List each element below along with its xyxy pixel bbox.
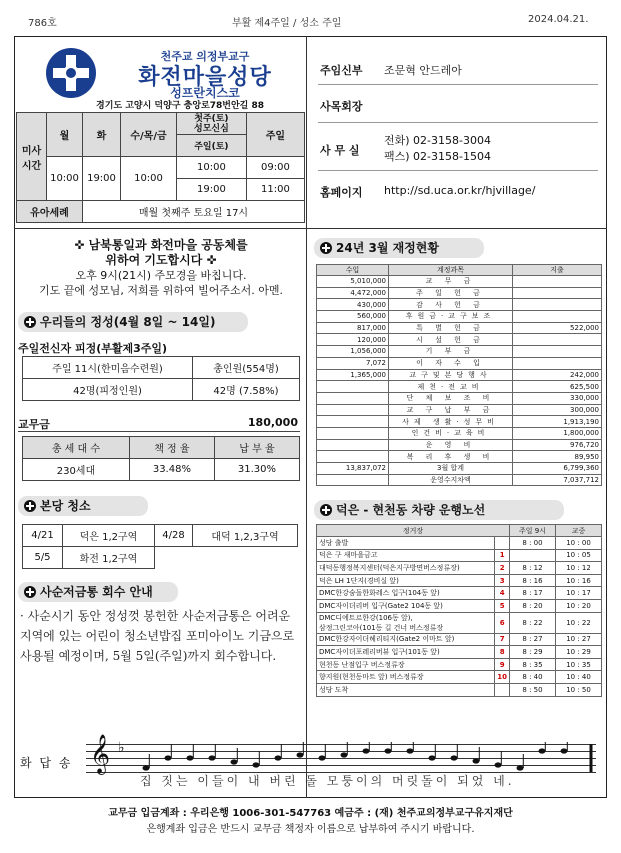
finance-cell: 감 사 헌 금: [389, 299, 513, 311]
note: [363, 748, 370, 753]
homepage-link[interactable]: http://sd.uca.or.kr/hjvillage/: [384, 184, 536, 197]
bus-time: 10 : 22: [556, 612, 602, 633]
church-address: 경기도 고양시 덕양구 충앙로78번안길 88: [96, 101, 264, 111]
hymn-lyrics: 집 짓는 이들이 내 버린 돌 모퉁이의 머릿돌이 되었 네.: [140, 774, 515, 788]
bus-row: [317, 633, 602, 646]
bus-row: [317, 671, 602, 684]
finance-cell: 4,472,000: [317, 287, 389, 299]
bus-time: 8 : 16: [510, 574, 556, 587]
finance-cell: 330,000: [513, 392, 602, 404]
bus-row: [317, 646, 602, 659]
bus-time: [510, 549, 556, 562]
mass-day: 주일(토): [177, 135, 247, 157]
dues-table: [22, 436, 300, 481]
finance-cell: 976,720: [513, 439, 602, 451]
finance-row: [317, 276, 602, 288]
bus-stop-number: 10: [495, 671, 510, 684]
mass-label: 미사 시간: [17, 113, 47, 201]
hymn-label: 화 답 송: [20, 756, 73, 770]
finance-cell: 운 영 비: [389, 439, 513, 451]
bus-time: 8 : 29: [510, 646, 556, 659]
finance-row: [317, 439, 602, 451]
retreat-cell: 42명 (7.58%): [193, 379, 300, 401]
finance-cell: 1,913,190: [513, 416, 602, 428]
note: [209, 755, 216, 760]
finance-cell: 1,800,000: [513, 427, 602, 439]
bus-time: 10 : 29: [556, 646, 602, 659]
offering-subtitle: 주일전신자 피정(부활제3주일): [18, 342, 168, 355]
cleaning-area: 대덕 1,2,3구역: [193, 525, 298, 547]
council-label: 사목회장: [320, 100, 363, 113]
bus-row: [317, 683, 602, 696]
bus-time: 10 : 50: [556, 683, 602, 696]
cleaning-date: 5/5: [23, 547, 63, 569]
finance-row: [317, 404, 602, 416]
dues-cell: 31.30%: [214, 459, 299, 481]
dues-header: 총 세 대 수: [23, 437, 130, 459]
prayer-line: 남북통일과 화전마을 공동체를: [88, 238, 248, 252]
finance-row: [317, 427, 602, 439]
offering-title: 우리들의 정성(4월 8일 ~ 14일): [40, 315, 216, 329]
bus-time: 8 : 00: [510, 537, 556, 550]
finance-cell: 인건비·교육비: [389, 427, 513, 439]
finance-header: 지출: [513, 265, 602, 276]
bus-time: 8 : 12: [510, 562, 556, 575]
bus-row: [317, 537, 602, 550]
contact-info: [318, 52, 598, 210]
finance-cell: 사제 생활·성무비: [389, 416, 513, 428]
finance-cell: 242,000: [513, 369, 602, 381]
bus-time: 8 : 22: [510, 612, 556, 633]
finance-cell: [317, 404, 389, 416]
bus-stop-number: 7: [495, 633, 510, 646]
finance-cell: 운영수지차액: [389, 474, 513, 486]
finance-row: [317, 299, 602, 311]
finance-cell: 120,000: [317, 334, 389, 346]
finance-cell: [513, 276, 602, 288]
issue-number: 786호: [28, 18, 57, 29]
cleaning-date: 4/21: [23, 525, 63, 547]
bus-heading: [314, 500, 564, 520]
fund-text: · 사순시기 동안 정성껏 봉헌한 사순저금통은 어려운 지역에 있는 어린이 청소년밥집 포미아이노 기금으로 사용될 예정이며, 5월 5일(주일)까지 회수합니다.: [20, 609, 295, 663]
finance-cell: 교구및본당행사: [389, 369, 513, 381]
retreat-cell: 42명(피정인원): [23, 379, 193, 401]
finance-cell: 특 별 헌 금: [389, 322, 513, 334]
finance-cell: [317, 474, 389, 486]
note: [341, 752, 348, 757]
note: [253, 762, 260, 767]
bus-title: 덕은 - 현천동 차량 운행노선: [336, 503, 486, 517]
finance-cell: 이 자 수 입: [389, 357, 513, 369]
bus-route-table: [316, 524, 602, 697]
finance-cell: 후원금·교구보조: [389, 311, 513, 323]
finance-row: [317, 369, 602, 381]
finance-cell: [317, 451, 389, 463]
flat-icon: ♭: [118, 740, 125, 756]
note: [539, 748, 546, 753]
bus-stop: DMC자이더리버 입구(Gate2 104동 앞): [317, 599, 495, 612]
finance-cell: 7,072: [317, 357, 389, 369]
fund-heading: [18, 582, 178, 602]
note: [275, 755, 282, 760]
note: [187, 755, 194, 760]
bus-time: 10 : 20: [556, 599, 602, 612]
cleaning-date: [155, 547, 193, 569]
finance-cell: 6,799,360: [513, 463, 602, 475]
cleaning-area: 화전 1,2구역: [63, 547, 155, 569]
finance-cell: 430,000: [317, 299, 389, 311]
mass-time: 19:00: [177, 179, 247, 201]
cross-icon: ✜: [74, 238, 89, 252]
note: [143, 765, 150, 770]
page-header: [0, 14, 621, 34]
bus-time: 10 : 40: [556, 671, 602, 684]
note: [231, 759, 238, 764]
bus-time: 8 : 35: [510, 658, 556, 671]
finance-cell: 1,056,000: [317, 346, 389, 358]
finance-cell: [317, 392, 389, 404]
finance-row: [317, 322, 602, 334]
finance-row: [317, 474, 602, 486]
finance-cell: 13,837,072: [317, 463, 389, 475]
office-fax: 팩스) 02-3158-1504: [384, 150, 491, 163]
footer-note: 은행계좌 입금은 반드시 교무금 책정자 이름으로 납부하여 주시기 바랍니다.: [146, 824, 475, 835]
finance-heading: [314, 238, 484, 258]
baptism-value: 매월 첫째주 토요일 17시: [83, 201, 305, 223]
note: [451, 755, 458, 760]
finance-cell: 89,950: [513, 451, 602, 463]
bus-time: 8 : 27: [510, 633, 556, 646]
mass-day: 수/목/금: [121, 113, 177, 157]
bus-time: 10 : 27: [556, 633, 602, 646]
finance-cell: 제천·전교비: [389, 381, 513, 393]
finance-cell: 1,365,000: [317, 369, 389, 381]
pastor-label: 주임신부: [320, 64, 363, 77]
finance-cell: [513, 311, 602, 323]
cleaning-date: 4/28: [155, 525, 193, 547]
finance-header: 수입: [317, 265, 389, 276]
mass-time: 10:00: [47, 157, 83, 201]
fund-title: 사순저금통 회수 안내: [40, 585, 153, 599]
bus-time: 10 : 35: [556, 658, 602, 671]
cross-circle-icon: [320, 504, 332, 516]
bus-header: 정거장: [317, 525, 510, 537]
finance-row: [317, 463, 602, 475]
prayer-line: 오후 9시(21시) 주모경을 바칩니다.: [75, 269, 247, 282]
retreat-cell: 주일 11시(한미음수련원): [23, 357, 193, 379]
finance-cell: 300,000: [513, 404, 602, 416]
note: [517, 765, 524, 770]
dues-value: 180,000: [247, 416, 298, 429]
cleaning-table: [22, 524, 298, 569]
office-phone: 전화) 02-3158-3004: [384, 134, 491, 147]
bus-stop: 성당 출발: [317, 537, 495, 550]
finance-title: 24년 3월 재정현황: [336, 241, 439, 255]
finance-row: [317, 381, 602, 393]
finance-cell: 5,010,000: [317, 276, 389, 288]
finance-row: [317, 287, 602, 299]
finance-row: [317, 311, 602, 323]
finance-cell: 560,000: [317, 311, 389, 323]
bus-stop-number: 8: [495, 646, 510, 659]
cross-circle-icon: [24, 316, 36, 328]
bus-stop-number: 9: [495, 658, 510, 671]
dues-header: 책 정 율: [129, 437, 214, 459]
bus-row: [317, 612, 602, 633]
bus-time: 8 : 20: [510, 599, 556, 612]
note: [429, 755, 436, 760]
bus-stop-number: 3: [495, 574, 510, 587]
baptism-label: 유아세례: [17, 201, 83, 223]
note: [561, 748, 568, 753]
finance-cell: 교 구 납 부 금: [389, 404, 513, 416]
header-divider: [14, 228, 607, 229]
bus-stop-number: 5: [495, 599, 510, 612]
finance-cell: [317, 381, 389, 393]
homepage-label: 홈페이지: [320, 186, 363, 199]
mass-time: 19:00: [83, 157, 121, 201]
church-patron: 성프란치스코: [170, 86, 240, 100]
bus-time: 8 : 50: [510, 683, 556, 696]
finance-header: 계정과목: [389, 265, 513, 276]
finance-row: [317, 392, 602, 404]
bus-stop: DMC한강자이더헤리티지(Gate2 이마트 앞): [317, 633, 495, 646]
offering-heading: [18, 312, 248, 332]
mass-day: 주일: [246, 113, 304, 157]
cross-circle-icon: [24, 586, 36, 598]
finance-cell: [513, 287, 602, 299]
finance-cell: [317, 439, 389, 451]
dues-cell: 33.48%: [129, 459, 214, 481]
finance-cell: 교 무 금: [389, 276, 513, 288]
bus-header: 주일 9시: [510, 525, 556, 537]
finance-cell: 7,037,712: [513, 474, 602, 486]
cleaning-area: [193, 547, 298, 569]
note: [385, 748, 392, 753]
finance-cell: [513, 334, 602, 346]
prayer-line: 위하여 기도합시다: [105, 253, 203, 267]
footer-account: 교무금 입금계좌 : 우리은행 1006-301-547763 예금주 : (재) 천주교의정부교구유지재단: [108, 808, 513, 819]
finance-cell: 단 체 보 조 비: [389, 392, 513, 404]
bus-time: 10 : 12: [556, 562, 602, 575]
finance-cell: [513, 346, 602, 358]
note: [473, 758, 480, 763]
finance-cell: 시 설 헌 금: [389, 334, 513, 346]
cleaning-area: 덕은 1,2구역: [63, 525, 155, 547]
finance-cell: 817,000: [317, 322, 389, 334]
bus-stop-number: 4: [495, 587, 510, 600]
bus-stop: 성당 도착: [317, 683, 495, 696]
finance-cell: [317, 416, 389, 428]
bus-stop: 대덕동행정복지센터(덕은지구방면버스정류장): [317, 562, 495, 575]
dues-line: [18, 416, 300, 432]
note: [297, 752, 304, 757]
liturgical-week: 부활 제4주일 / 성소 주일: [232, 18, 342, 29]
church-name: 화전마을성당: [138, 65, 272, 90]
finance-cell: 주 일 헌 금: [389, 287, 513, 299]
note: [165, 755, 172, 760]
bus-row: [317, 599, 602, 612]
office-label: 사 무 실: [320, 144, 360, 157]
finance-cell: 3월 합계: [389, 463, 513, 475]
bus-row: [317, 574, 602, 587]
note: [407, 748, 414, 753]
finance-row: [317, 346, 602, 358]
issue-date: 2024.04.21.: [528, 14, 589, 25]
bus-row: [317, 658, 602, 671]
dues-label: 교무금: [18, 418, 50, 431]
mass-time: 11:00: [246, 179, 304, 201]
bus-stop-number: [495, 683, 510, 696]
bus-time: 10 : 17: [556, 587, 602, 600]
finance-cell: 625,500: [513, 381, 602, 393]
bus-time: 8 : 40: [510, 671, 556, 684]
finance-row: [317, 334, 602, 346]
mass-time: 10:00: [121, 157, 177, 201]
bus-row: [317, 562, 602, 575]
bus-stop: 덕은 구 새마을금고: [317, 549, 495, 562]
mass-day: 첫주(토) 성모신심: [177, 113, 247, 135]
finance-cell: 복 리 후 생 비: [389, 451, 513, 463]
church-logo: [46, 48, 96, 98]
bus-time: 10 : 05: [556, 549, 602, 562]
mass-time: 10:00: [177, 157, 247, 179]
bus-stop-number: 1: [495, 549, 510, 562]
bus-header: 교중: [556, 525, 602, 537]
dues-header: 납 부 율: [214, 437, 299, 459]
diocese-name: 천주교 의정부교구: [160, 50, 250, 63]
bus-stop: 덕은 LH 1단지(경비실 앞): [317, 574, 495, 587]
bus-time: 8 : 17: [510, 587, 556, 600]
finance-table: [316, 264, 602, 486]
cross-icon: ✜: [202, 253, 217, 267]
finance-cell: 522,000: [513, 322, 602, 334]
prayer-line: 기도 끝에 성모님, 저희를 위하여 빌어주소서. 아멘.: [39, 284, 283, 297]
bus-stop-number: 2: [495, 562, 510, 575]
note: [495, 762, 502, 767]
bus-stop: 현천동 난점입구 버스정류장: [317, 658, 495, 671]
dues-cell: 230세대: [23, 459, 130, 481]
column-divider: [306, 36, 307, 798]
prayer-intention: [20, 238, 302, 298]
bus-stop: DMC디에트르한강(106동 앞), 삼정그린코아(101동 길 건너 버스정류장: [317, 612, 495, 633]
pastor-value: 조문혁 안드레아: [384, 64, 462, 77]
bus-row: [317, 587, 602, 600]
bus-stop-number: [495, 537, 510, 550]
finance-row: [317, 357, 602, 369]
bus-stop-number: 6: [495, 612, 510, 633]
cleaning-title: 본당 청소: [40, 499, 91, 513]
mass-day: 월: [47, 113, 83, 157]
bus-row: [317, 549, 602, 562]
cleaning-heading: [18, 496, 148, 516]
cross-circle-icon: [320, 242, 332, 254]
bus-time: 10 : 16: [556, 574, 602, 587]
bus-stop: 향지원(현천동마트 앞) 버스정류장: [317, 671, 495, 684]
finance-cell: 기 부 금: [389, 346, 513, 358]
note: [319, 755, 326, 760]
finance-cell: [513, 357, 602, 369]
bus-stop: DMC한강숨돌한화레스 입구(104동 앞): [317, 587, 495, 600]
mass-day: 화: [83, 113, 121, 157]
mass-time: 09:00: [246, 157, 304, 179]
finance-row: [317, 451, 602, 463]
mass-schedule-table: [16, 112, 305, 223]
retreat-table: [22, 356, 300, 401]
treble-clef-icon: 𝄞: [90, 734, 111, 774]
finance-row: [317, 416, 602, 428]
bus-time: 10 : 00: [556, 537, 602, 550]
finance-cell: [513, 299, 602, 311]
retreat-cell: 총인원(554명): [193, 357, 300, 379]
cross-circle-icon: [24, 500, 36, 512]
bus-stop: DMC자이더포레리버뷰 입구(101동 앞): [317, 646, 495, 659]
finance-cell: [317, 427, 389, 439]
